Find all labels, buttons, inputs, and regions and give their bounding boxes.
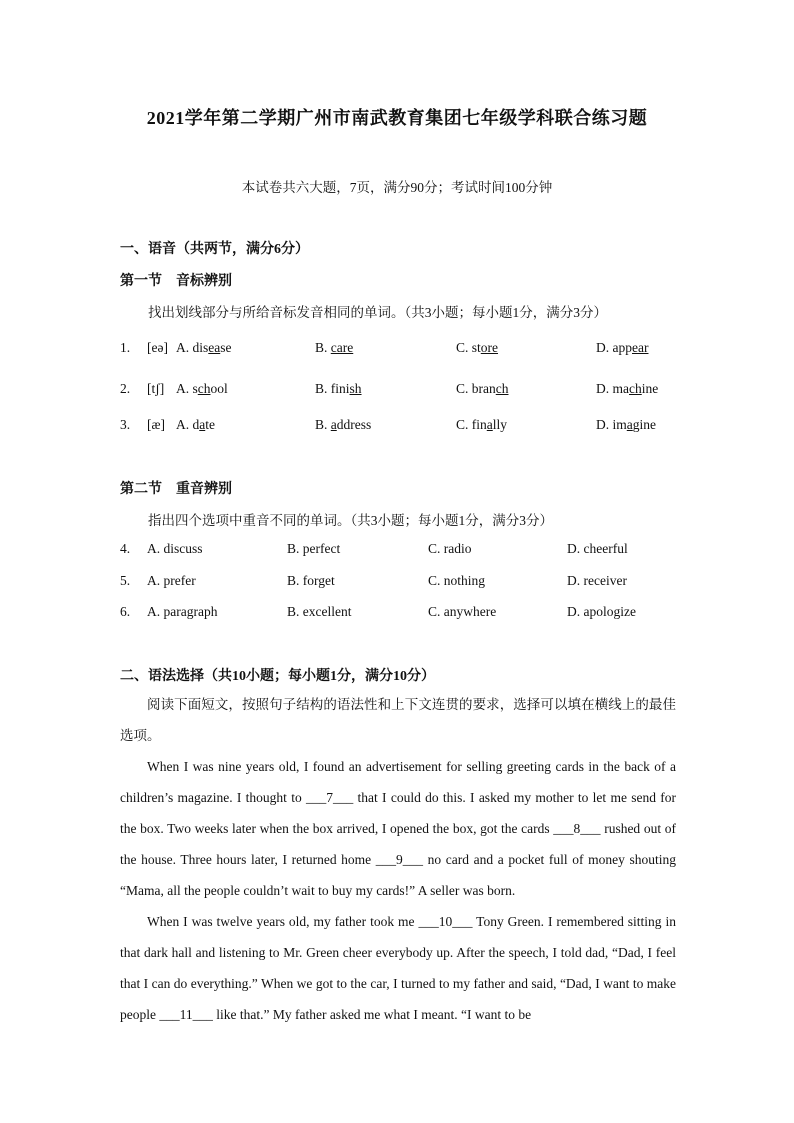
question-row <box>120 340 680 360</box>
section2-heading: 第二节 重音辨别 <box>120 482 232 497</box>
option-a: A. school <box>176 381 228 396</box>
option-b: B. excellent <box>287 604 352 619</box>
question-row <box>120 604 680 624</box>
part1-heading: 一、语音（共两节，满分6分） <box>120 242 309 257</box>
option-d: D. cheerful <box>567 541 628 556</box>
question-number: 1. <box>120 340 131 355</box>
page-title: 2021学年第二学期广州市南武教育集团七年级学科联合练习题 <box>146 108 648 128</box>
option-b: B. address <box>315 417 372 432</box>
passage-paragraph: When I was nine years old, I found an advertisement for selling greeting cards in the back of a children’s magazine. I thought to ___7___ that I could do this. I asked my mother to let me send for the box. Two weeks later when the box arrived, I opened the box, got the cards ___8___ rushed out of the house. Three hours later, I returned home ___9___ no card and a pocket full of money shouting “Mama, all the people couldn’t wait to buy my cards!” A seller was born. <box>120 759 676 898</box>
option-d: D. apologize <box>567 604 636 619</box>
option-a: A. date <box>176 417 215 432</box>
phonetic-symbol: [eə] <box>147 340 168 355</box>
section1-heading: 第一节 音标辨别 <box>120 274 232 289</box>
question-number: 4. <box>120 541 131 556</box>
option-d: D. machine <box>596 381 659 396</box>
question-row <box>120 573 680 593</box>
question-number: 3. <box>120 417 131 432</box>
option-a: A. discuss <box>147 541 203 556</box>
passage-paragraph: When I was twelve years old, my father took me ___10___ Tony Green. I remembered sitting in that dark hall and listening to Mr. Green cheer everybody up. After the speech, I told dad, “Dad, I feel that I can do everything.” When we got to the car, I turned to my father and said, “Dad, I want to make people ___11___ like that.” My father asked me what I meant. “I want to be <box>120 914 676 1022</box>
option-b: B. care <box>315 340 354 355</box>
option-d: D. appear <box>596 340 649 355</box>
question-number: 6. <box>120 604 131 619</box>
option-a: A. prefer <box>147 573 196 588</box>
option-a: A. disease <box>176 340 232 355</box>
question-row <box>120 381 680 401</box>
option-b: B. forget <box>287 573 335 588</box>
part2-instruction: 阅读下面短文，按照句子结构的语法性和上下文连贯的要求，选择可以填在横线上的最佳选项。 <box>120 697 676 743</box>
phonetic-symbol: [æ] <box>147 417 165 432</box>
option-c: C. store <box>456 340 499 355</box>
part2-heading: 二、语法选择（共10小题；每小题1分，满分10分） <box>120 669 435 684</box>
question-row <box>120 541 680 561</box>
option-c: C. branch <box>456 381 509 396</box>
option-d: D. receiver <box>567 573 627 588</box>
exam-info: 本试卷共六大题，7页，满分90分；考试时间100分钟 <box>241 180 553 195</box>
section2-instruction: 指出四个选项中重音不同的单词。（共3小题；每小题1分，满分3分） <box>148 513 553 528</box>
option-d: D. imagine <box>596 417 657 432</box>
question-number: 2. <box>120 381 131 396</box>
phonetic-symbol: [tʃ] <box>147 381 165 396</box>
option-b: B. perfect <box>287 541 341 556</box>
section1-instruction: 找出划线部分与所给音标发音相同的单词。（共3小题；每小题1分，满分3分） <box>148 305 607 320</box>
passage <box>120 689 676 1030</box>
option-c: C. nothing <box>428 573 486 588</box>
option-b: B. finish <box>315 381 362 396</box>
option-c: C. finally <box>456 417 508 432</box>
option-c: C. radio <box>428 541 472 556</box>
question-number: 5. <box>120 573 131 588</box>
question-row <box>120 417 680 437</box>
option-c: C. anywhere <box>428 604 497 619</box>
option-a: A. paragraph <box>147 604 218 619</box>
